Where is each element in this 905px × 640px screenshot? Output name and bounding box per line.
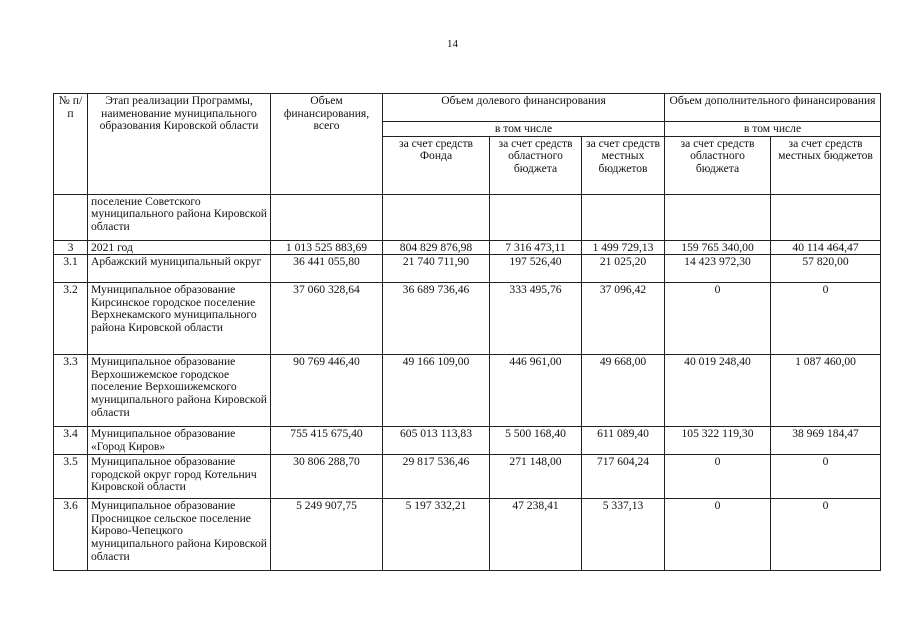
cell-extra-local: 0 (771, 283, 881, 355)
cell-fund: 605 013 113,83 (383, 427, 490, 455)
header-extra-region: за счет средств областного бюджета (665, 136, 771, 194)
cell-extra-region: 159 765 340,00 (665, 240, 771, 255)
cell-name: Муниципальное образование городской округ город Котельнич Кировской области (88, 455, 271, 499)
cell-local: 1 499 729,13 (582, 240, 665, 255)
cell-extra-local (771, 194, 881, 240)
cell-total: 36 441 055,80 (271, 255, 383, 283)
cell-total: 755 415 675,40 (271, 427, 383, 455)
cell-extra-region: 40 019 248,40 (665, 355, 771, 427)
cell-local: 717 604,24 (582, 455, 665, 499)
header-share-fund: за счет средств Фонда (383, 136, 490, 194)
cell-region: 271 148,00 (490, 455, 582, 499)
header-extra: Объем дополнительного финансирования (665, 94, 881, 122)
header-row-1 (54, 94, 881, 122)
cell-total: 5 249 907,75 (271, 499, 383, 571)
cell-region (490, 194, 582, 240)
header-extra-local: за счет средств местных бюджетов (771, 136, 881, 194)
cell-local: 5 337,13 (582, 499, 665, 571)
cell-num: 3 (54, 240, 88, 255)
cell-total: 37 060 328,64 (271, 283, 383, 355)
table-row (54, 283, 881, 355)
cell-region: 333 495,76 (490, 283, 582, 355)
cell-num: 3.1 (54, 255, 88, 283)
cell-name: Муниципальное образование Кирсинское городское поселение Верхнекамского муниципального района Кировской области (88, 283, 271, 355)
cell-num: 3.5 (54, 455, 88, 499)
cell-fund (383, 194, 490, 240)
header-share-region: за счет средств областного бюджета (490, 136, 582, 194)
cell-fund: 5 197 332,21 (383, 499, 490, 571)
cell-extra-local: 0 (771, 499, 881, 571)
cell-region: 197 526,40 (490, 255, 582, 283)
cell-region: 47 238,41 (490, 499, 582, 571)
header-stage: Этап реализации Программы, наименование муниципального образования Кировской области (88, 94, 271, 195)
page-number: 14 (447, 38, 458, 50)
table-row (54, 255, 881, 283)
cell-name: поселение Советского муниципального района Кировской области (88, 194, 271, 240)
cell-num: 3.6 (54, 499, 88, 571)
cell-num: 3.2 (54, 283, 88, 355)
cell-local: 37 096,42 (582, 283, 665, 355)
cell-total: 90 769 446,40 (271, 355, 383, 427)
cell-local: 49 668,00 (582, 355, 665, 427)
cell-name: 2021 год (88, 240, 271, 255)
table-row (54, 455, 881, 499)
cell-extra-local: 40 114 464,47 (771, 240, 881, 255)
cell-local: 21 025,20 (582, 255, 665, 283)
cell-num (54, 194, 88, 240)
cell-name: Муниципальное образование Просницкое сельское поселение Кирово-Чепецкого муниципального района Кировской области (88, 499, 271, 571)
cell-total (271, 194, 383, 240)
header-extra-incl: в том числе (665, 122, 881, 137)
table-row (54, 240, 881, 255)
cell-extra-region (665, 194, 771, 240)
table-row (54, 194, 881, 240)
cell-extra-local: 1 087 460,00 (771, 355, 881, 427)
cell-extra-local: 38 969 184,47 (771, 427, 881, 455)
financing-table (53, 93, 881, 571)
table-row (54, 355, 881, 427)
cell-fund: 49 166 109,00 (383, 355, 490, 427)
cell-fund: 29 817 536,46 (383, 455, 490, 499)
cell-extra-local: 0 (771, 455, 881, 499)
cell-extra-region: 0 (665, 283, 771, 355)
cell-total: 1 013 525 883,69 (271, 240, 383, 255)
table-row (54, 427, 881, 455)
cell-local: 611 089,40 (582, 427, 665, 455)
cell-extra-region: 14 423 972,30 (665, 255, 771, 283)
cell-num: 3.3 (54, 355, 88, 427)
cell-local (582, 194, 665, 240)
header-num: № п/п (54, 94, 88, 195)
cell-extra-region: 0 (665, 499, 771, 571)
cell-name: Муниципальное образование «Город Киров» (88, 427, 271, 455)
cell-name: Муниципальное образование Верхошижемское городское поселение Верхошижемского муниципального района Кировской области (88, 355, 271, 427)
cell-extra-local: 57 820,00 (771, 255, 881, 283)
cell-fund: 36 689 736,46 (383, 283, 490, 355)
cell-total: 30 806 288,70 (271, 455, 383, 499)
table-row (54, 499, 881, 571)
cell-fund: 21 740 711,90 (383, 255, 490, 283)
cell-num: 3.4 (54, 427, 88, 455)
cell-extra-region: 0 (665, 455, 771, 499)
cell-region: 446 961,00 (490, 355, 582, 427)
header-share-incl: в том числе (383, 122, 665, 137)
cell-extra-region: 105 322 119,30 (665, 427, 771, 455)
header-share-local: за счет средств местных бюджетов (582, 136, 665, 194)
header-total: Объем финансирования, всего (271, 94, 383, 195)
cell-region: 5 500 168,40 (490, 427, 582, 455)
cell-region: 7 316 473,11 (490, 240, 582, 255)
cell-name: Арбажский муниципальный округ (88, 255, 271, 283)
cell-fund: 804 829 876,98 (383, 240, 490, 255)
header-share: Объем долевого финансирования (383, 94, 665, 122)
